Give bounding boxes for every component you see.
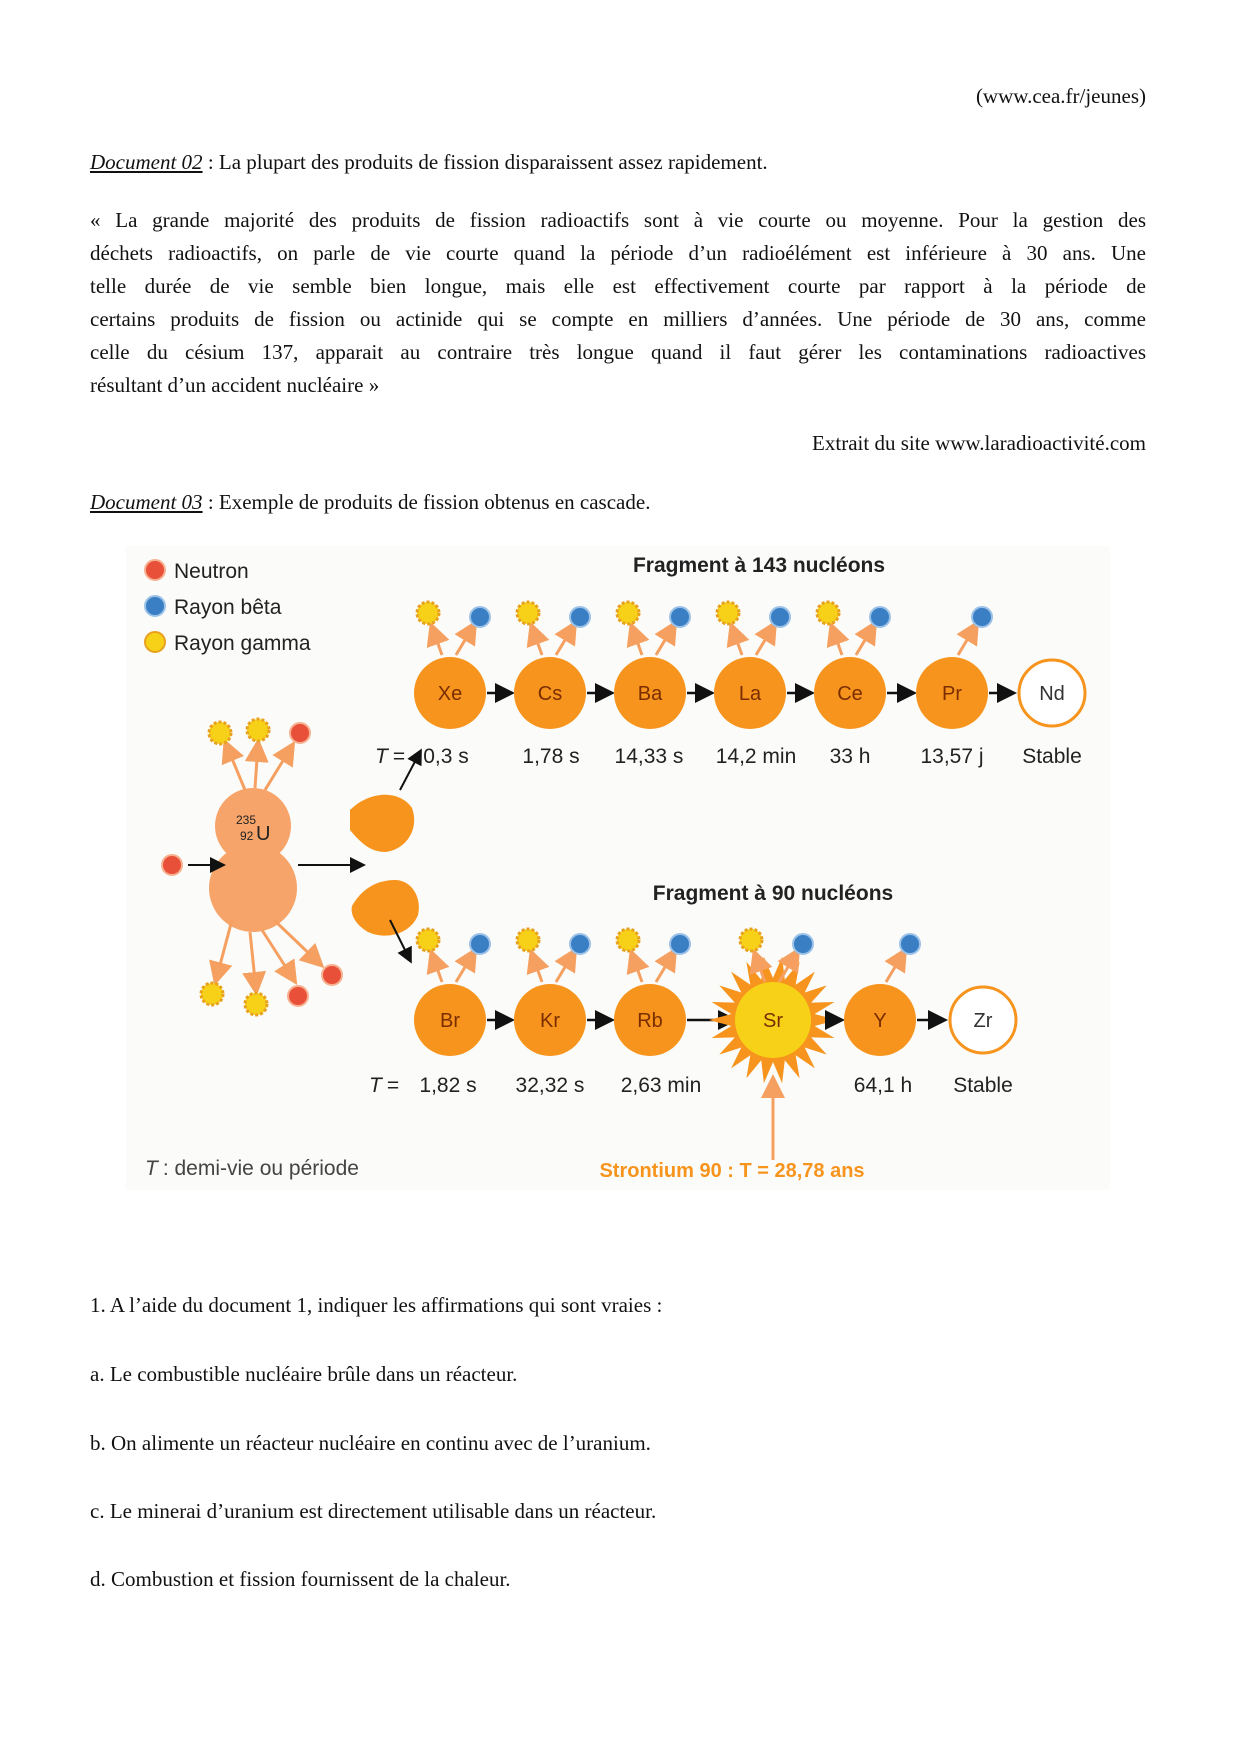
uranium-mass: 235 (236, 813, 257, 827)
legend-beta-icon (145, 596, 165, 616)
period-label: 0,3 s (423, 745, 469, 768)
doc03-title: : Exemple de produits de fission obtenus en cascade. (202, 490, 651, 514)
bottom-fragment-title: Fragment à 90 nucléons (652, 882, 894, 905)
period-label: 2,63 min (620, 1074, 702, 1097)
question-1: 1. A l’aide du document 1, indiquer les affirmations qui sont vraies : (90, 1293, 663, 1317)
period-label: Stable (953, 1074, 1013, 1097)
footnote-t: T (145, 1157, 158, 1180)
uranium-nucleus (209, 788, 297, 932)
period-label: 14,2 min (715, 745, 797, 768)
period-label: Stable (1022, 745, 1082, 768)
beta-ray (570, 607, 590, 627)
beta-ray (670, 607, 690, 627)
period-label: 32,32 s (515, 1074, 585, 1097)
beta-ray (470, 607, 490, 627)
element-label: La (738, 683, 762, 705)
element-label: Nd (1039, 683, 1065, 705)
gamma-ray (617, 929, 639, 951)
gamma-ray (517, 602, 539, 624)
u-neutron-top (290, 723, 310, 743)
period-label: 13,57 j (920, 745, 984, 768)
beta-ray (870, 607, 890, 627)
top-t-symbol: T (375, 745, 388, 768)
period-label: 64,1 h (853, 1074, 913, 1097)
element-label: Cs (537, 683, 563, 705)
element-label: Ba (637, 683, 663, 705)
element-label: Kr (540, 1010, 560, 1032)
u-gamma-1 (209, 722, 231, 744)
gamma-ray (517, 929, 539, 951)
legend-beta: Rayon bêta (174, 596, 282, 619)
gamma-ray (740, 929, 762, 951)
gamma-ray (717, 602, 739, 624)
element-label: Zr (973, 1010, 993, 1032)
top-t-eq: = (387, 745, 411, 768)
gamma-ray (417, 929, 439, 951)
period-label: 33 h (829, 745, 871, 768)
beta-ray (670, 934, 690, 954)
u-gamma-4 (245, 993, 267, 1015)
beta-ray (470, 934, 490, 954)
element-label: Sr (763, 1010, 783, 1032)
uranium-number: 92 (240, 829, 254, 843)
legend-gamma: Rayon gamma (174, 632, 311, 655)
beta-ray (972, 607, 992, 627)
legend-neutron: Neutron (174, 560, 249, 583)
bottom-t-symbol: T (369, 1074, 382, 1097)
period-label: 14,33 s (614, 745, 684, 768)
doc02-source: Extrait du site www.laradioactivité.com (812, 431, 1146, 455)
legend-neutron-icon (145, 560, 165, 580)
quote-line: celle du césium 137, apparait au contraire très longue quand il faut gérer les contaminations radioactives (90, 340, 1146, 364)
bottom-t-eq: = (381, 1074, 405, 1097)
doc03-label: Document 03 (90, 490, 203, 514)
gamma-ray (817, 602, 839, 624)
quote-line: certains produits de fission ou actinide qui se compte en milliers d’années. Une période de 30 ans, comme (90, 307, 1146, 331)
period-label: 1,82 s (419, 1074, 477, 1097)
top-fragment-title: Fragment à 143 nucléons (632, 554, 886, 577)
u-neutron-bottom-2 (322, 965, 342, 985)
doc02-label: Document 02 (90, 150, 203, 174)
beta-ray (900, 934, 920, 954)
doc02-title: : La plupart des produits de fission disparaissent assez rapidement. (202, 150, 768, 174)
beta-ray (793, 934, 813, 954)
uranium-symbol: U (256, 823, 271, 845)
strontium-note: Strontium 90 : T = 28,78 ans (599, 1160, 865, 1182)
source-top: (www.cea.fr/jeunes) (975, 84, 1146, 108)
beta-ray (570, 934, 590, 954)
incoming-neutron (162, 855, 182, 875)
element-label: Y (873, 1010, 887, 1032)
u-neutron-bottom-1 (288, 986, 308, 1006)
element-label: Rb (637, 1010, 663, 1032)
element-label: Ce (837, 683, 863, 705)
element-label: Br (440, 1010, 460, 1032)
period-label: 1,78 s (522, 745, 580, 768)
answer-c: c. Le minerai d’uranium est directement utilisable dans un réacteur. (90, 1499, 657, 1523)
quote-line: déchets radioactifs, on parle de vie courte quand la période d’un radioélément est inférieure à 30 ans. Une (90, 241, 1146, 265)
u-gamma-3 (201, 983, 223, 1005)
beta-ray (770, 607, 790, 627)
gamma-ray (617, 602, 639, 624)
element-label: Pr (942, 683, 962, 705)
footnote-text: : demi-vie ou période (157, 1157, 359, 1180)
answer-a: a. Le combustible nucléaire brûle dans un réacteur. (90, 1362, 518, 1386)
u-gamma-2 (247, 719, 269, 741)
legend-gamma-icon (145, 632, 165, 652)
answer-d: d. Combustion et fission fournissent de la chaleur. (90, 1567, 511, 1591)
element-label: Xe (437, 683, 463, 705)
answer-b: b. On alimente un réacteur nucléaire en continu avec de l’uranium. (90, 1431, 651, 1455)
quote-line: telle durée de vie semble bien longue, mais elle est effectivement courte par rapport à la période de (90, 274, 1146, 298)
quote-line: « La grande majorité des produits de fission radioactifs sont à vie courte ou moyenne. Pour la gestion des (90, 208, 1146, 232)
quote-line: résultant d’un accident nucléaire » (90, 373, 380, 397)
gamma-ray (417, 602, 439, 624)
